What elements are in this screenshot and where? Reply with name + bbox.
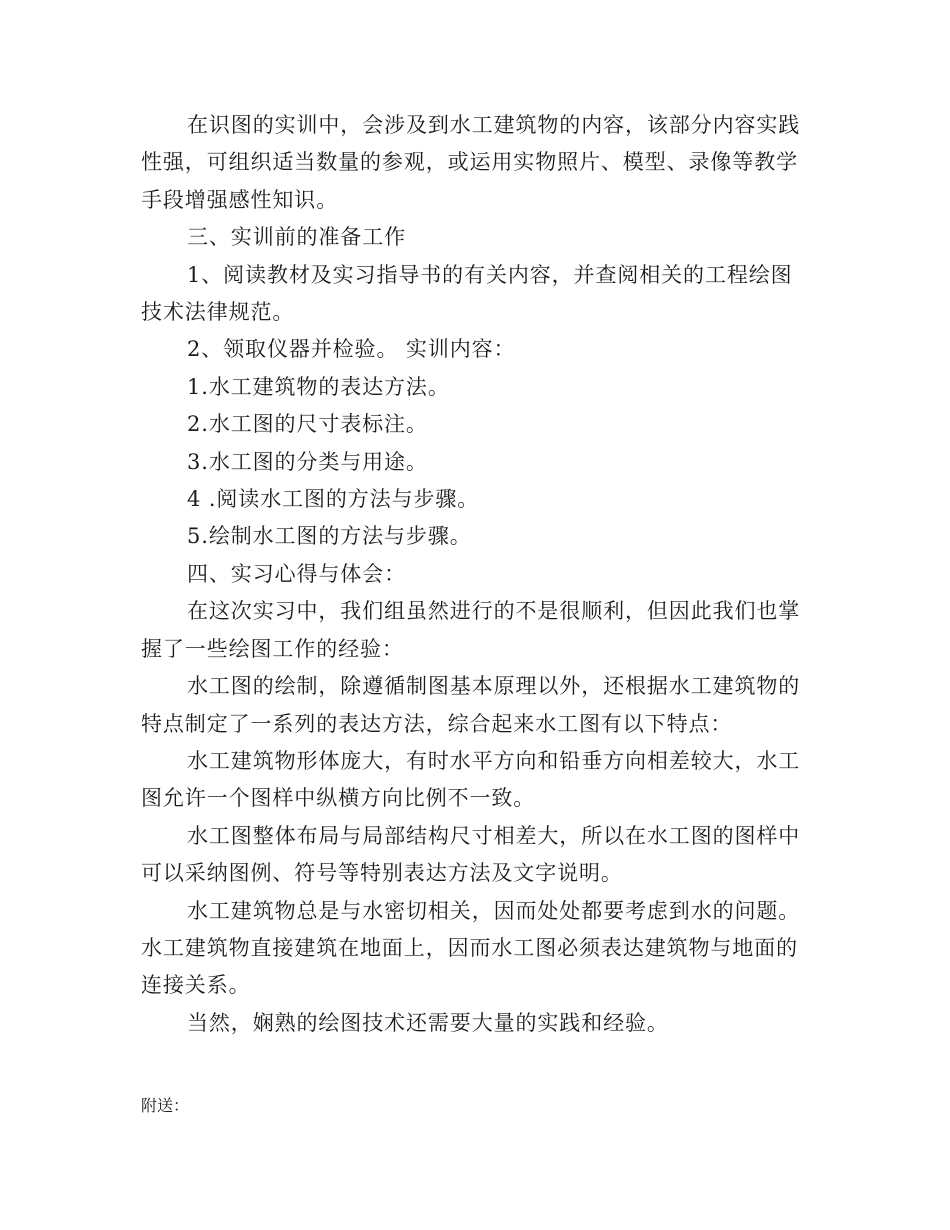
paragraph-experience: 在这次实习中，我们组虽然进行的不是很顺利，但因此我们也掌握了一些绘图工作的经验： xyxy=(141,599,801,661)
list-item-content-4: 4 .阅读水工图的方法与步骤。 xyxy=(187,487,480,512)
heading-preparation: 三、实训前的准备工作 xyxy=(187,225,406,250)
paragraph-feature-water: 水工建筑物总是与水密切相关，因而处处都要考虑到水的问题。 xyxy=(187,898,801,923)
list-item-prep-1: 1、阅读教材及实习指导书的有关内容，并查阅相关的工程绘图技术法律规范。 xyxy=(141,262,793,325)
list-item-prep-2: 2、领取仪器并检验。 实训内容： xyxy=(187,337,516,362)
paragraph-drawing-features: 水工图的绘制，除遵循制图基本原理以外，还根据水工建筑物的特点制定了一系列的表达方法，综合起来水工图有以下特点： xyxy=(141,674,801,736)
list-item-content-2: 2.水工图的尺寸表标注。 xyxy=(187,412,428,437)
paragraph-intro: 在识图的实训中，会涉及到水工建筑物的内容，该部分内容实践性强，可组织适当数量的参观，或运用实物照片、模型、录像等教学手段增强感性知识。 xyxy=(141,113,801,212)
heading-reflections: 四、实习心得与体会： xyxy=(187,561,406,586)
list-item-content-5: 5.绘制水工图的方法与步骤。 xyxy=(187,524,472,549)
paragraph-feature-legend: 水工图整体布局与局部结构尺寸相差大，所以在水工图的图样中可以采纳图例、符号等特别表达方法及文字说明。 xyxy=(141,823,801,886)
document-body xyxy=(141,107,811,1042)
footer-label: 附送： xyxy=(141,1096,190,1115)
list-item-content-3: 3.水工图的分类与用途。 xyxy=(187,449,428,474)
list-item-content-1: 1.水工建筑物的表达方法。 xyxy=(187,374,450,399)
paragraph-conclusion: 当然，娴熟的绘图技术还需要大量的实践和经验。 xyxy=(187,1010,669,1035)
paragraph-feature-scale: 水工建筑物形体庞大，有时水平方向和铅垂方向相差较大，水工图允许一个图样中纵横方向比例不一致。 xyxy=(141,748,801,811)
paragraph-feature-ground: 水工建筑物直接建筑在地面上，因而水工图必须表达建筑物与地面的连接关系。 xyxy=(141,935,798,998)
